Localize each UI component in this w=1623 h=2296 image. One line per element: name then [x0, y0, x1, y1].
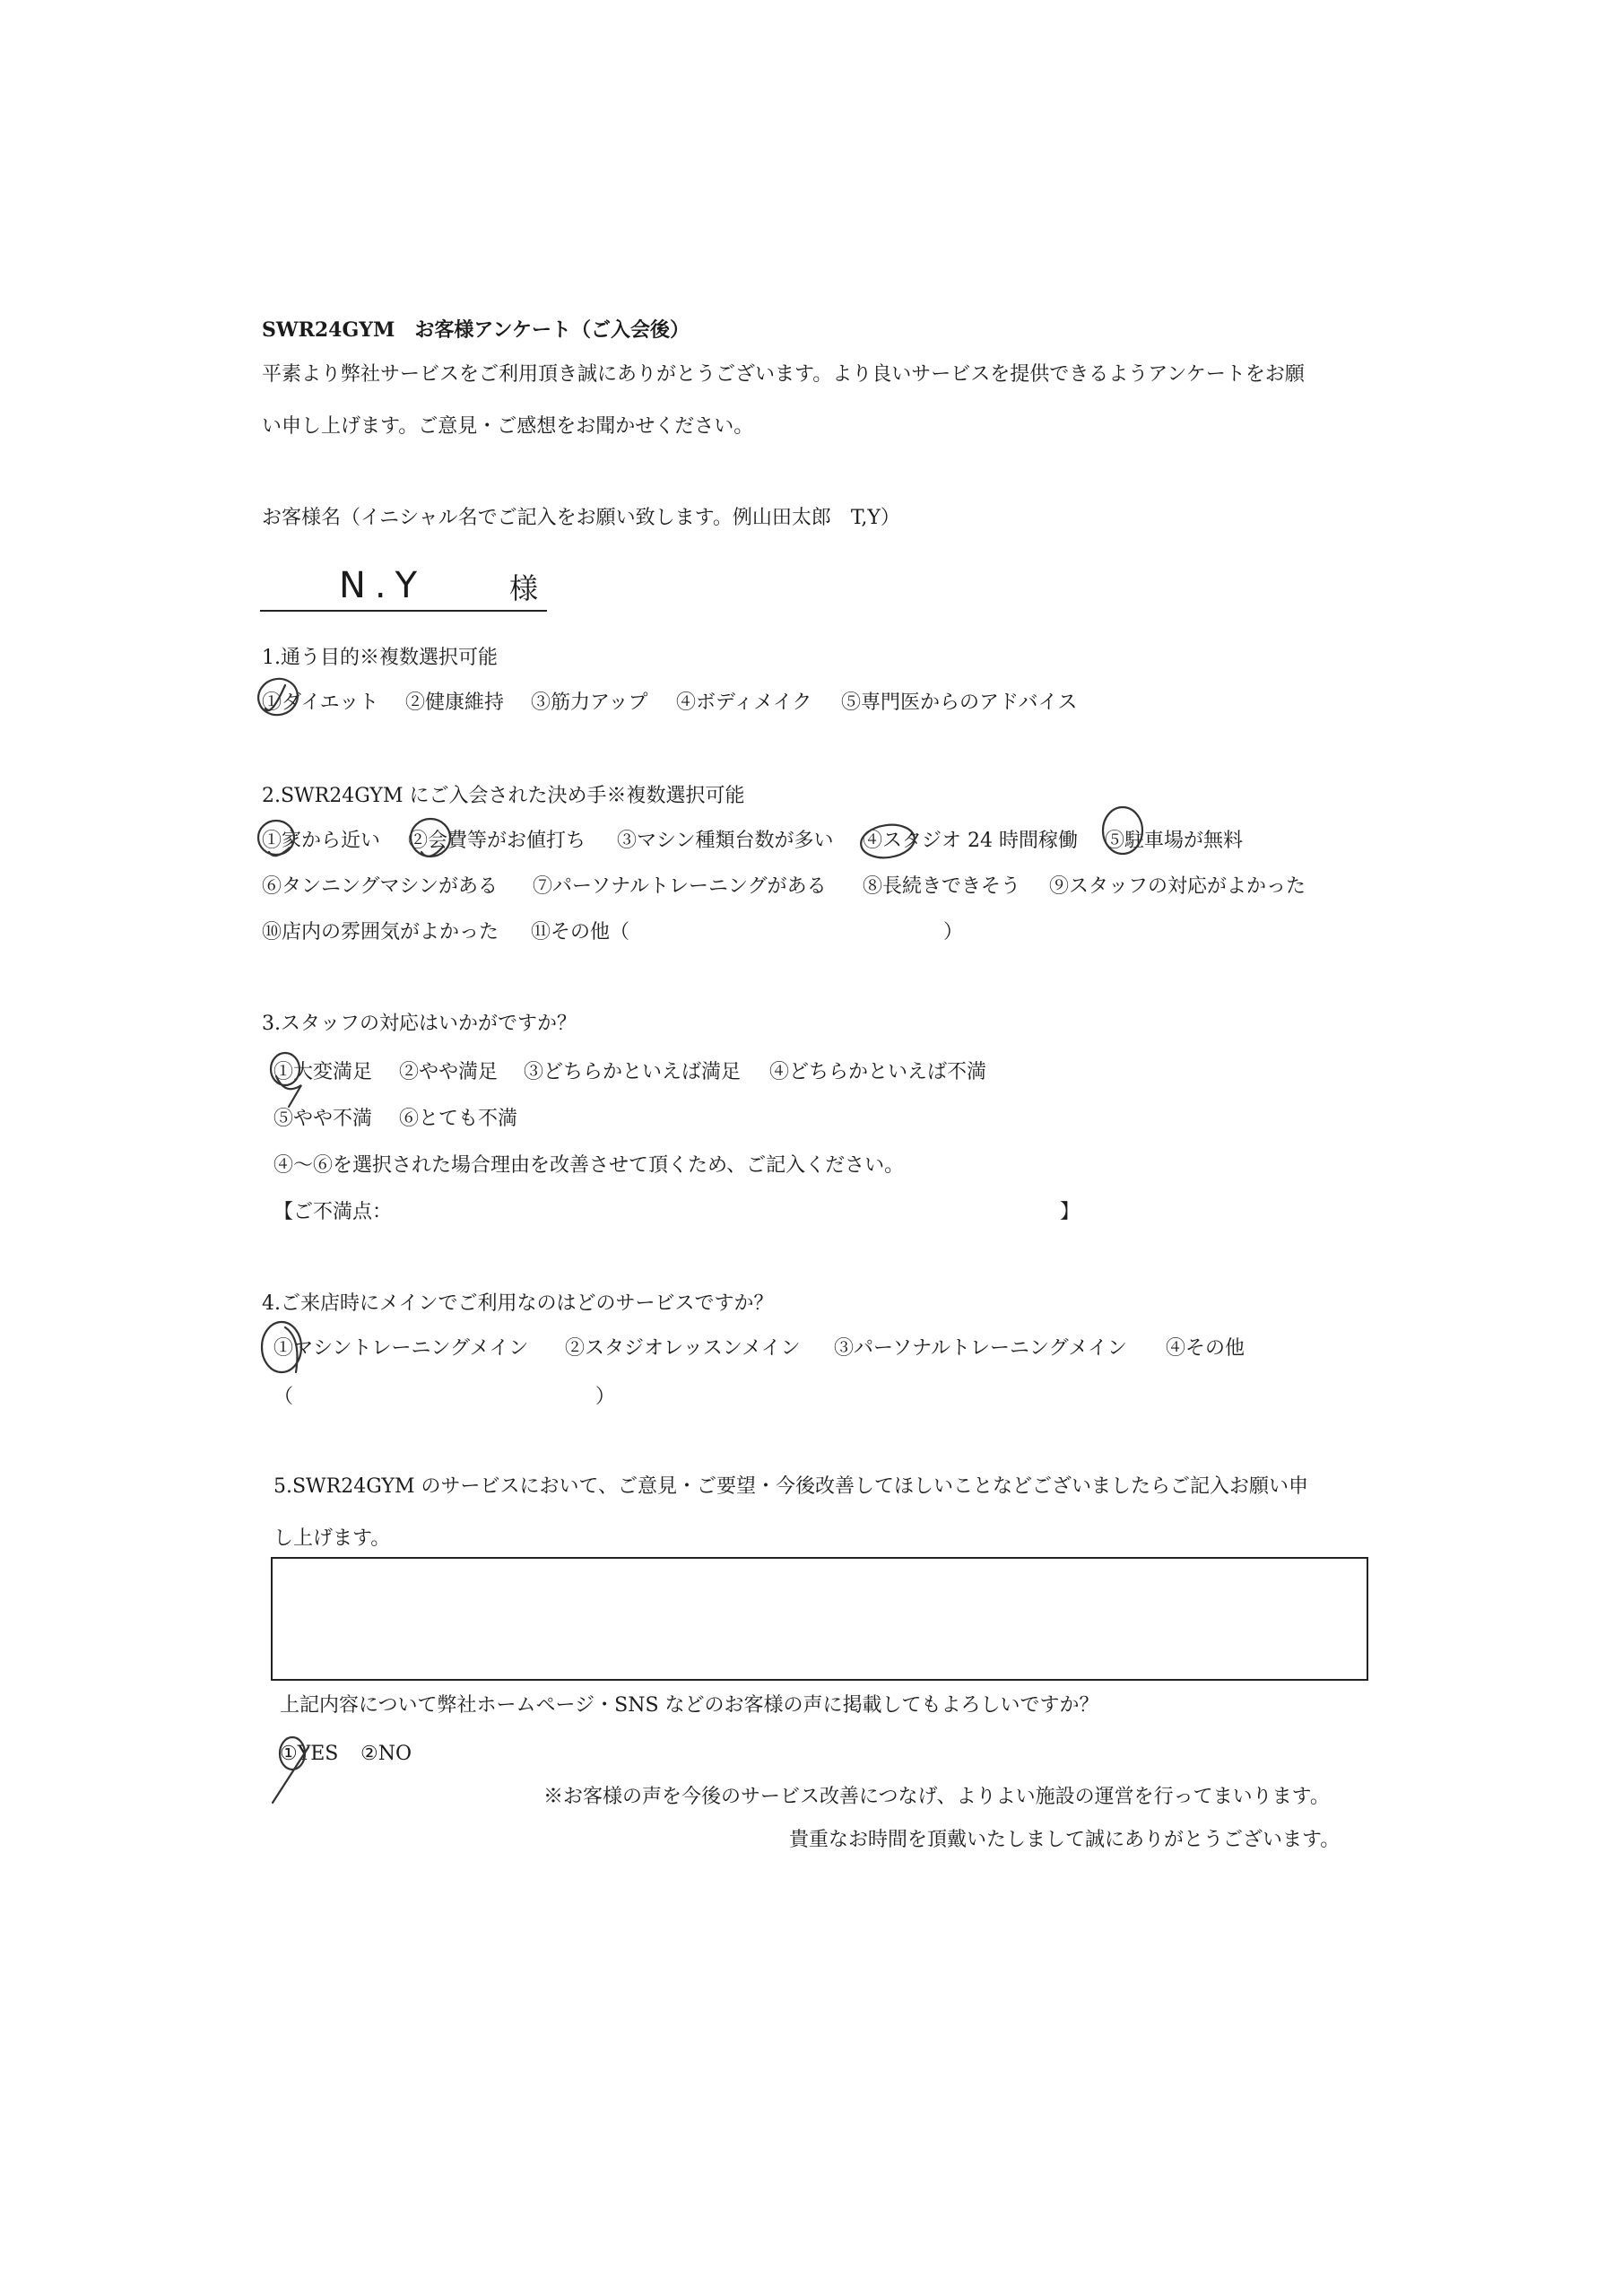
q4-other-open: （ [273, 1386, 294, 1408]
q3-option-4[interactable]: ④どちらかといえば不満 [769, 1061, 987, 1083]
q3-option-3[interactable]: ③どちらかといえば満足 [524, 1061, 742, 1083]
q2-option-10[interactable]: ⑩店内の雰囲気がよかった [262, 921, 499, 944]
q1-option-4[interactable]: ④ボディメイク [676, 691, 812, 714]
q2-title: 2.SWR24GYM にご入会された決め手※複数選択可能 [262, 785, 745, 807]
q1-option-1[interactable]: ①ダイエット [262, 691, 379, 714]
q2-other-close: ） [943, 921, 964, 944]
footer-note-1: ※お客様の声を今後のサービス改善につなげ、よりよい施設の運営を行ってまいります。 [543, 1786, 1330, 1808]
q5-answer-box[interactable] [271, 1557, 1368, 1681]
consent-option-no[interactable]: ②NO [360, 1743, 412, 1765]
q4-option-2[interactable]: ②スタジオレッスンメイン [565, 1337, 801, 1360]
name-underline [260, 610, 547, 612]
q5-title-line-2: し上げます。 [273, 1527, 391, 1550]
q4-option-3[interactable]: ③パーソナルトレーニングメイン [834, 1337, 1127, 1360]
q2-option-1[interactable]: ①家から近い [262, 830, 381, 852]
q5-title-line-1: 5.SWR24GYM のサービスにおいて、ご意見・ご要望・今後改善してほしいことなどございましたらご記入お願い申 [273, 1475, 1309, 1498]
q2-option-2[interactable]: ②会費等がお値打ち [408, 830, 586, 852]
q3-complaint-close: 】 [1060, 1201, 1081, 1223]
q2-option-5[interactable]: ⑤駐車場が無料 [1105, 830, 1244, 852]
footer-note-2: 貴重なお時間を頂戴いたしまして誠にありがとうございます。 [789, 1829, 1341, 1851]
q2-option-7[interactable]: ⑦パーソナルトレーニングがある [533, 875, 827, 898]
q4-title: 4.ご来店時にメインでご利用なのはどのサービスですか？ [262, 1292, 774, 1315]
q4-other-field[interactable] [305, 1383, 592, 1410]
q4-option-1[interactable]: ①マシントレーニングメイン [273, 1337, 529, 1360]
q2-option-6[interactable]: ⑥タンニングマシンがある [262, 875, 499, 898]
q2-option-4[interactable]: ④スタジオ 24 時間稼働 [863, 830, 1078, 852]
q3-option-2[interactable]: ②やや満足 [399, 1061, 499, 1083]
q3-option-1[interactable]: ①大変満足 [273, 1061, 373, 1083]
consent-option-yes[interactable]: ①YES [280, 1743, 339, 1765]
q4-other-close: ） [595, 1386, 616, 1408]
name-label: お客様名（イニシャル名でご記入をお願い致します。例山田太郎 T,Y） [262, 507, 900, 529]
q4-option-4[interactable]: ④その他 [1166, 1337, 1245, 1360]
q1-option-5[interactable]: ⑤専門医からのアドバイス [841, 691, 1078, 714]
q3-option-6[interactable]: ⑥とても不満 [399, 1108, 518, 1130]
intro-line-1: 平素より弊社サービスをご利用頂き誠にありがとうございます。より良いサービスを提供できるようアンケートをお願 [262, 363, 1305, 386]
q2-option-8[interactable]: ⑧長続きできそう [863, 875, 1021, 898]
q3-complaint-label: 【ご不満点： [273, 1201, 393, 1223]
q3-note: ④～⑥を選択された場合理由を改善させて頂くため、ご記入ください。 [273, 1154, 905, 1177]
name-honorific: 様 [509, 571, 539, 605]
q2-option-3[interactable]: ③マシン種類台数が多い [617, 830, 834, 852]
q1-option-3[interactable]: ③筋力アップ [531, 691, 648, 714]
q2-option-11[interactable]: ⑪その他（ [531, 921, 630, 944]
q3-title: 3.スタッフの対応はいかがですか？ [262, 1013, 577, 1035]
q1-title: 1.通う目的※複数選択可能 [262, 647, 498, 669]
consent-question: 上記内容について弊社ホームページ・SNS などのお客様の声に掲載してもよろしいですか？ [280, 1694, 1099, 1717]
handwritten-initials: N.Y [339, 565, 427, 606]
survey-title: SWR24GYM お客様アンケート（ご入会後） [262, 318, 690, 342]
intro-line-2: い申し上げます。ご意見・ご感想をお聞かせください。 [262, 415, 754, 438]
q2-option-9[interactable]: ⑨スタッフの対応がよかった [1049, 875, 1306, 898]
q3-option-5[interactable]: ⑤やや不満 [273, 1108, 373, 1130]
q3-complaint-field[interactable] [393, 1198, 1038, 1225]
q1-option-2[interactable]: ②健康維持 [405, 691, 505, 714]
